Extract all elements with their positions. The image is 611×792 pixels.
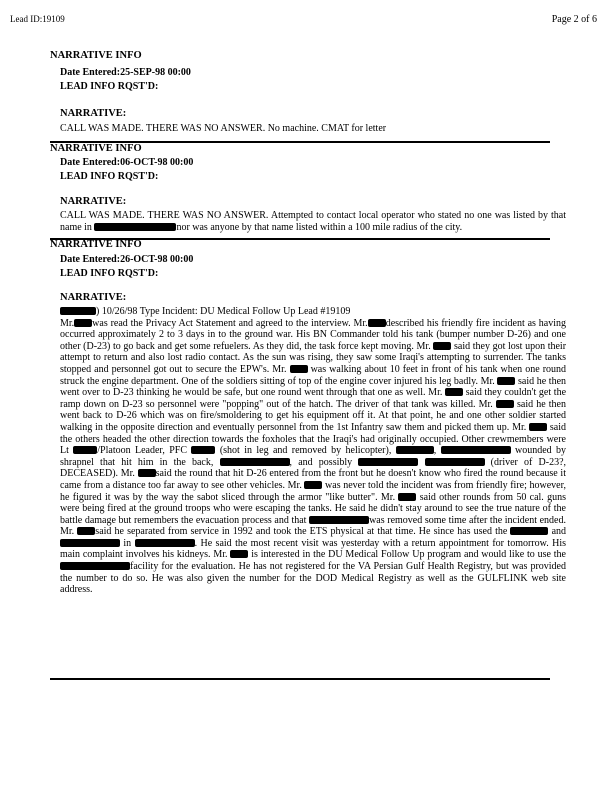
redaction bbox=[425, 458, 485, 466]
redaction bbox=[230, 550, 248, 558]
redaction bbox=[135, 539, 195, 547]
section-meta bbox=[60, 156, 193, 184]
narrative-text: CALL WAS MADE. THERE WAS NO ANSWER. Attempted to contact local operator who stated no one was listed by that name in nor was anyone by that name listed within a 100 mile radius of the city. bbox=[60, 210, 566, 233]
section-divider bbox=[50, 678, 550, 680]
redaction bbox=[60, 307, 96, 315]
redaction bbox=[309, 516, 369, 524]
section-title: NARRATIVE INFO bbox=[50, 50, 142, 61]
redaction bbox=[191, 446, 215, 454]
redaction bbox=[496, 400, 514, 408]
page-number: Page 2 of 6 bbox=[551, 14, 597, 25]
narrative-text: ) 10/26/98 Type Incident: DU Medical Follow Up Lead #19109 Mr. was read the Privacy Act Statement and agreed to the interview. Mr. described his friendly fire incident as having occurred approximately 2 to 3 days in to the ground war. His BN Commander told his tank (bumper number D-26) and one other (D-23) to go back and get some refuelers. As they did, the task force kept moving. Mr. said they got lost upon their attempt to return and also lost radio contact. As the sun was rising, they saw some Iraqi's attempting to surrender. The tanks stopped and personnel got out to secure the EPW's. Mr. was walking about 10 feet in front of his tank when one round struck the engine department. One of the soldiers sitting of top of the engine cover injured his leg badly. Mr. said he then went over to D-23 thinking he would be safe, but one round went through that one as well. Mr. said they couldn't get the ramp down on D-23 so personnel were "popping" out of the hatch. The driver of that tank was killed. Mr. said he then went back to D-26 which was on fire/smoldering to get his equipment off it. At that point, he and one other soldier started walking in the opposite direction and eventually personnel from the 1st Infantry saw them and picked them up. Mr. said the others headed the other direction towards the foxholes that the Iraqi's had originally occupied. Other crewmembers were Lt /Platoon Leader, PFC (shot in leg and removed by helicopter), , wounded by shrapnel that hit him in the back, , and possibly (driver of D-23?, DECEASED). Mr. said the round that hit D-26 entered from the front but he doesn't know who fired the round because it came from a distance too far away to see other vehicles. Mr. was never told the incident was from friendly fire; however, he figured it was by the way the sabot sliced through the armor "like butter". Mr. said other rounds from 50 cal. guns were being fired at the ground troops who were escaping the tanks. He said he didn't stay around to see the true nature of the battle damage but remembers the evacuation process and that was removed some time after the incident ended. Mr. said he separated from service in 1992 and took the ETS physical at that time. He since has used the and in . He said the most recent visit was yesterday with a return appointment for tomorrow. His main complaint involves his kidneys. Mr. is interested in the DU Medical Follow Up program and would like to use thefacility for the evaluation. He has not registered for the VA Persian Gulf Health Registry, but was provided the number to do so. He was also given the number for the DOD Medical Registry as well as the GULFLINK web site address. bbox=[60, 306, 567, 596]
narrative-label: NARRATIVE: bbox=[60, 108, 127, 119]
section-title: NARRATIVE INFO bbox=[50, 143, 142, 154]
redaction bbox=[74, 319, 92, 327]
date-entered: Date Entered:06-OCT-98 00:00 bbox=[60, 157, 194, 168]
section-title: NARRATIVE INFO bbox=[50, 239, 142, 250]
date-entered: Date Entered:26-OCT-98 00:00 bbox=[60, 254, 194, 265]
narrative-label: NARRATIVE: bbox=[60, 196, 127, 207]
redaction bbox=[497, 377, 515, 385]
redaction bbox=[441, 446, 511, 454]
lead-id: Lead ID:19109 bbox=[10, 14, 65, 24]
redaction bbox=[77, 527, 95, 535]
redaction bbox=[304, 481, 322, 489]
redaction bbox=[220, 458, 290, 466]
date-entered: Date Entered:25-SEP-98 00:00 bbox=[60, 67, 191, 78]
redaction bbox=[94, 223, 176, 231]
redaction bbox=[60, 562, 130, 570]
section-meta bbox=[60, 253, 193, 281]
redaction bbox=[396, 446, 434, 454]
redaction bbox=[358, 458, 418, 466]
narrative-text: CALL WAS MADE. THERE WAS NO ANSWER. No machine. CMAT for letter bbox=[60, 123, 387, 134]
redaction bbox=[529, 423, 547, 431]
lead-info: LEAD INFO RQST'D: bbox=[60, 81, 159, 92]
redaction bbox=[398, 493, 416, 501]
redaction bbox=[368, 319, 386, 327]
redaction bbox=[138, 469, 156, 477]
redaction bbox=[60, 539, 120, 547]
redaction bbox=[510, 527, 548, 535]
lead-info: LEAD INFO RQST'D: bbox=[60, 171, 159, 182]
redaction bbox=[445, 388, 463, 396]
redaction bbox=[73, 446, 97, 454]
redaction bbox=[433, 342, 451, 350]
redaction bbox=[290, 365, 308, 373]
lead-info: LEAD INFO RQST'D: bbox=[60, 268, 159, 279]
narrative-label: NARRATIVE: bbox=[60, 292, 127, 303]
section-meta bbox=[60, 66, 191, 94]
